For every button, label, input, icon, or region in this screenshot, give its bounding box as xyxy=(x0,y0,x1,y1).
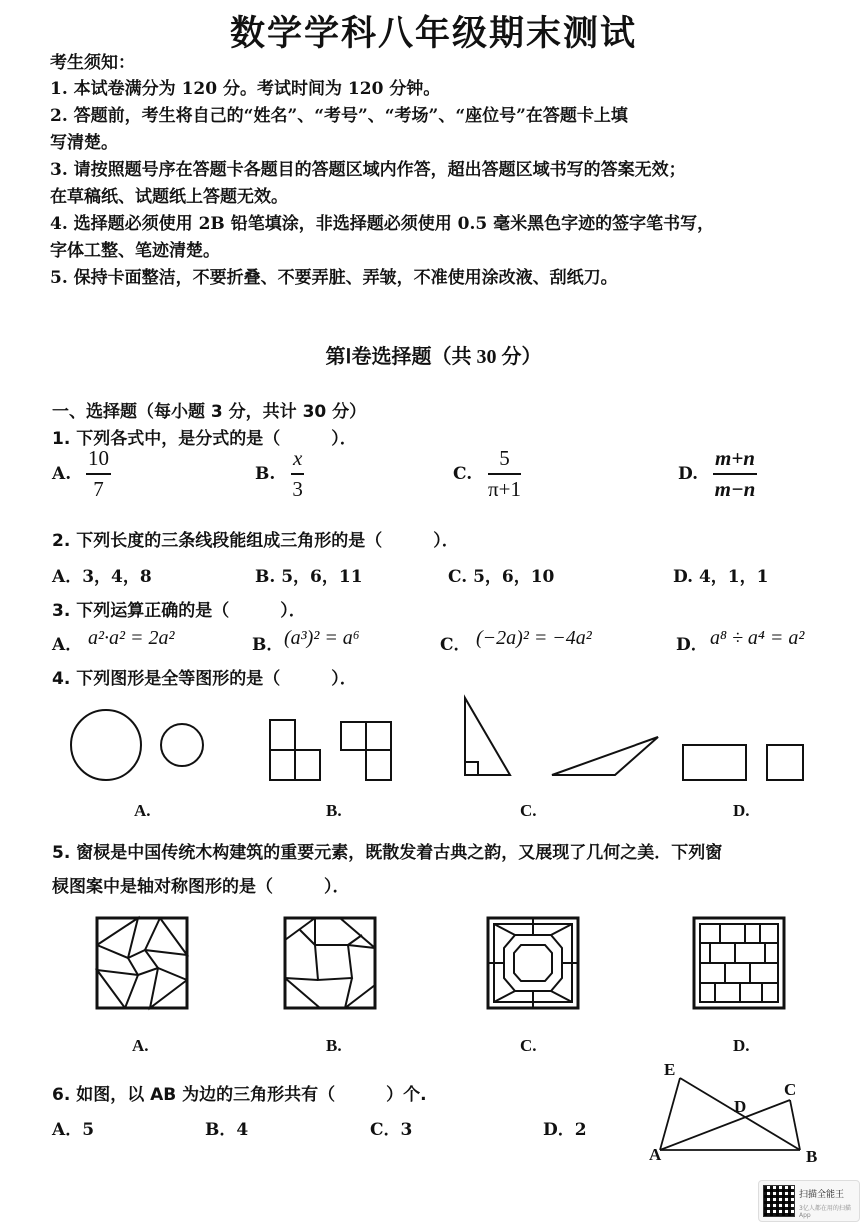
q1-a-denominator: 7 xyxy=(86,473,111,502)
q6-point-b: B xyxy=(806,1147,818,1166)
part1-heading: 一、选择题（每小题 3 分，共计 30 分） xyxy=(52,402,367,422)
notice-heading: 考生须知： xyxy=(50,53,135,73)
q1-b-numerator: x xyxy=(293,446,303,470)
q2-option-a: A．3，4，8 xyxy=(52,567,152,587)
q4-label-d: D. xyxy=(733,801,750,820)
notice-line-2b: 写清楚。 xyxy=(50,133,118,153)
q6-option-c: C．3 xyxy=(370,1120,413,1140)
scanner-watermark xyxy=(758,1180,860,1222)
q6-option-a: A．5 xyxy=(52,1120,95,1140)
q5-label-c: C. xyxy=(520,1036,537,1055)
q3-label-b: B． xyxy=(252,635,284,655)
q1-d-denominator: m−n xyxy=(713,473,757,502)
q6-option-b: B．4 xyxy=(205,1120,249,1140)
notice-line-1: 1. 本试卷满分为 120 分。考试时间为 120 分钟。 xyxy=(50,79,441,99)
section-title: 第Ⅰ卷选择题（共 30 分） xyxy=(325,346,542,368)
q6-stem: 6. 如图，以 AB 为边的三角形共有（ ）个. xyxy=(52,1085,427,1105)
q1-label-a: A. xyxy=(52,464,72,484)
q1-a-numerator: 10 xyxy=(88,446,109,470)
q2-option-c: C. 5，6，10 xyxy=(448,567,555,587)
q5-label-d: D. xyxy=(733,1036,750,1055)
q4-figure-d xyxy=(683,745,803,780)
page-title: 数学学科八年级期末测试 xyxy=(229,13,637,54)
q6-point-a: A xyxy=(649,1145,662,1164)
q4-figure-b xyxy=(270,720,391,780)
scanner-tagline: 3亿人都在用的扫描App xyxy=(799,1205,851,1219)
q6-point-c: C xyxy=(784,1080,797,1099)
qr-code-icon xyxy=(763,1185,795,1217)
notice-line-3b: 在草稿纸、试题纸上答题无效。 xyxy=(50,187,288,207)
q3-expr-d: a⁸ ÷ a⁴ = a² xyxy=(710,627,805,649)
q1-d-numerator: m+n xyxy=(715,446,755,470)
q3-expr-a: a²·a² = 2a² xyxy=(88,627,175,649)
q1-b-denominator: 3 xyxy=(291,473,304,502)
q3-label-d: D． xyxy=(676,635,708,655)
scanner-name: 扫描全能王 xyxy=(799,1190,845,1200)
q5-window-a xyxy=(97,918,187,1008)
notice-line-5: 5. 保持卡面整洁，不要折叠、不要弄脏、弄皱，不准使用涂改液、刮纸刀。 xyxy=(50,268,618,288)
notice-line-4: 4. 选择题必须使用 2B 铅笔填涂，非选择题必须使用 0.5 毫米黑色字迹的签字笔书写， xyxy=(50,214,715,234)
q6-point-e: E xyxy=(664,1060,676,1079)
q1-stem: 1. 下列各式中，是分式的是（ ）． xyxy=(52,429,357,449)
notice-line-2: 2. 答题前，考生将自己的“姓名”、“考号”、“考场”、“座位号”在答题卡上填 xyxy=(50,106,628,126)
q4-label-a: A. xyxy=(134,801,151,820)
q5-window-c xyxy=(488,918,578,1008)
q3-label-a: A． xyxy=(52,635,83,655)
q4-stem: 4. 下列图形是全等图形的是（ ）． xyxy=(52,669,357,689)
q3-stem: 3. 下列运算正确的是（ ）． xyxy=(52,601,306,621)
q4-label-c: C. xyxy=(520,801,537,820)
q5-window-d xyxy=(694,918,784,1008)
q1-label-c: C. xyxy=(453,464,473,484)
q1-label-b: B. xyxy=(255,464,276,484)
notice-line-3: 3. 请按照题号序在答题卡各题目的答题区域内作答，超出答题区域书写的答案无效； xyxy=(50,160,686,180)
q5-label-b: B. xyxy=(326,1036,342,1055)
q1-c-numerator: 5 xyxy=(499,446,510,470)
q5-stem-line-2: 棂图案中是轴对称图形的是（ ）． xyxy=(52,877,350,897)
q2-stem: 2. 下列长度的三条线段能组成三角形的是（ ）． xyxy=(52,531,459,551)
q1-label-d: D. xyxy=(678,464,699,484)
notice-line-4b: 字体工整、笔迹清楚。 xyxy=(50,241,220,261)
q6-point-d: D xyxy=(734,1097,747,1116)
q4-label-b: B. xyxy=(326,801,342,820)
q4-figure-c xyxy=(465,698,658,775)
q5-stem-line-1: 5. 窗棂是中国传统木构建筑的重要元素，既散发着古典之韵，又展现了几何之美．下列窗 xyxy=(52,843,723,863)
q2-option-d: D. 4，1，1 xyxy=(673,567,769,587)
q3-expr-b: (a³)² = a⁶ xyxy=(284,627,360,649)
q2-option-b: B. 5，6，11 xyxy=(255,567,363,587)
q6-option-d: D．2 xyxy=(543,1120,587,1140)
q3-label-c: C． xyxy=(440,635,471,655)
q6-diagram xyxy=(660,1078,800,1150)
q1-c-denominator: π+1 xyxy=(488,473,521,502)
q5-window-b xyxy=(285,918,375,1008)
q3-expr-c: (−2a)² = −4a² xyxy=(476,627,592,649)
q5-label-a: A. xyxy=(132,1036,149,1055)
q4-figure-a xyxy=(71,710,203,780)
